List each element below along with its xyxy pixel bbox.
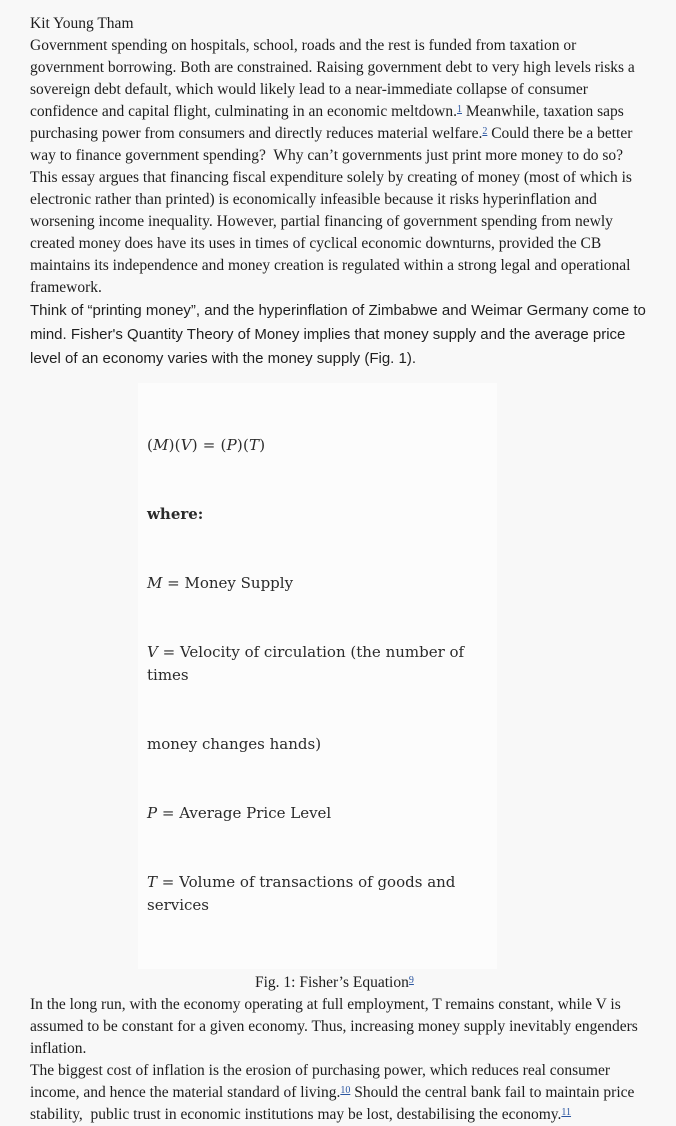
paragraph-text: Meanwhile, taxation saps purchasing power from consumers and directly reduces material welfare. [30,103,628,142]
definition-text: money changes hands) [147,735,322,753]
footnote-link-9[interactable]: 9 [408,974,414,986]
variable-t: T [249,436,260,454]
fisher-equation-block [138,383,497,969]
equation-where-label: where: [147,505,204,523]
variable-p: P [226,436,237,454]
caption-text: Fig. 1: Fisher’s Equation [255,974,409,991]
variable-symbol: V [147,643,158,661]
variable-symbol: M [147,574,163,592]
variable-m: M [153,436,169,454]
paragraph-thesis: This essay argues that financing fiscal expenditure solely by creating of money (most of which is electronic rather than printed) is economically infeasible because it risks hyperinflation and worsening income inequality. However, partial financing of government spending from newly created money does have its uses in times of cyclical economic downturns, provided the CB maintains its independence and money creation is regulated within a strong legal and operational framework. [30,169,636,296]
author-name: Kit Young Tham [30,15,134,32]
paragraph-text: Should the central bank fail to maintain price stability, public trust in economic institutions may be lost, destabilising the economy. [30,1084,639,1123]
equation-definition-v-cont [147,733,487,756]
equation-definition-t [147,871,487,917]
equation-definition-p [147,802,487,825]
definition-text: = Average Price Level [157,804,332,822]
variable-symbol: P [147,804,158,822]
equation-definition-v [147,641,487,687]
paragraph-text: The biggest cost of inflation is the erosion of purchasing power, which reduces real consumer income, and hence the material standard of living. [30,1062,614,1101]
bracket: ) [259,436,266,454]
bracket: )( [236,436,249,454]
variable-symbol: T [147,873,158,891]
definition-text: = Volume of transactions of goods and services [147,873,461,914]
variable-v: V [180,436,192,454]
footnote-link-11[interactable]: 11 [561,1106,572,1118]
equation-formula [147,434,487,457]
paragraph-text: Could there be a better way to finance government spending? Why can’t governments just print more money to do so? [30,125,637,164]
bracket: ( [147,436,154,454]
equation-definition-m [147,572,487,595]
figure-caption [255,972,648,994]
footnote-link-10[interactable]: 10 [340,1084,351,1096]
bracket: )( [168,436,181,454]
footnote-link-2[interactable]: 2 [482,125,488,137]
paragraph-inflation-cost [30,1060,648,1126]
paragraph-printing-money: Think of “printing money”, and the hyperinflation of Zimbabwe and Weimar Germany come to mind. Fisher's Quantity Theory of Money implies that money supply and the average price level of an economy varies with the money supply (Fig. 1). [30,302,651,367]
paragraph-government-funding [30,35,648,167]
footnote-link-1[interactable]: 1 [456,103,462,115]
paragraph-text: Government spending on hospitals, school, roads and the rest is funded from taxation or government borrowing. Both are constrained. Raising government debt to very high levels risks a sovereign debt default, which would likely lead to a near-immediate collapse of consumer confidence and capital flight, culminating in an economic meltdown. [30,37,639,120]
equals: ) = ( [191,436,227,454]
definition-text: = Money Supply [162,574,294,592]
definition-text: = Velocity of circulation (the number of times [147,643,469,684]
paragraph-long-run: In the long run, with the economy operating at full employment, T remains constant, while V is assumed to be constant for a given economy. Thus, increasing money supply inevitably engenders inflation. [30,996,642,1057]
